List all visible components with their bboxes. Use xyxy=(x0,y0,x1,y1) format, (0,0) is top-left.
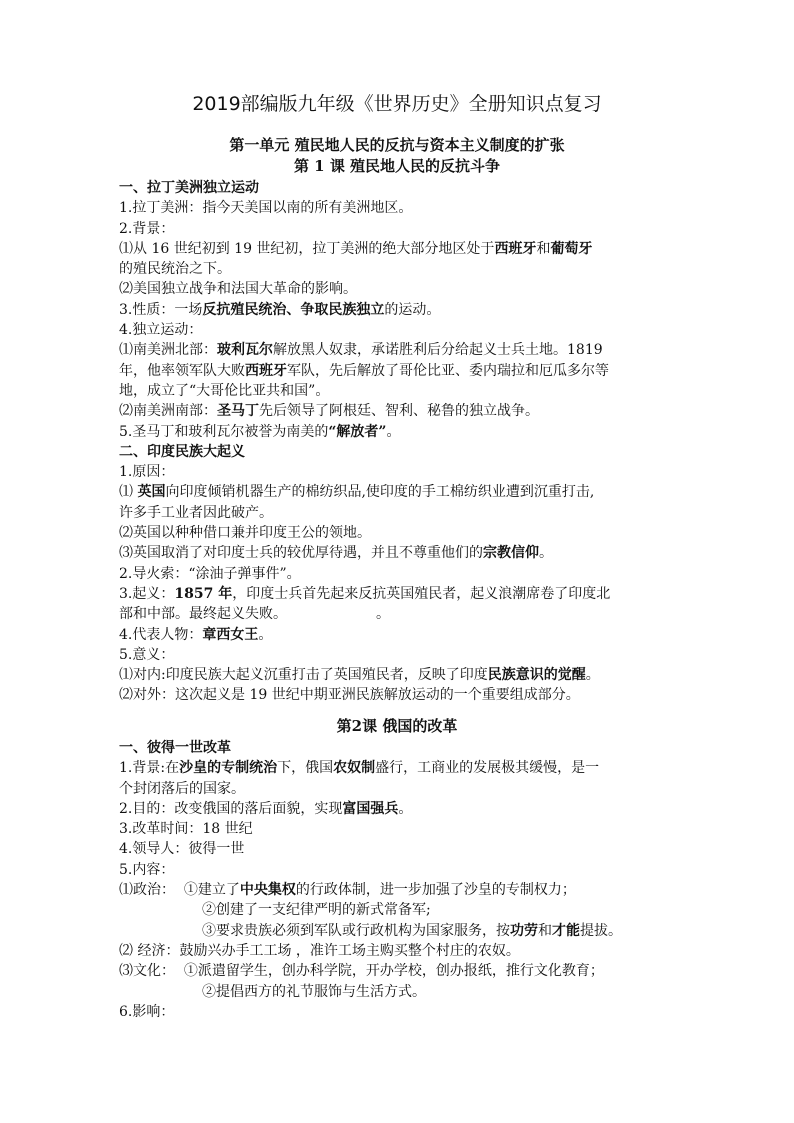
key-term: 宗教信仰 xyxy=(483,545,539,562)
text-line: 1.背景:在沙皇的专制统治下，俄国农奴制盛行，工商业的发展极其缓慢，是一 xyxy=(119,760,600,777)
key-term: 富国强兵 xyxy=(342,800,399,817)
text-line: ⑴对内:印度民族大起义沉重打击了英国殖民者，反映了印度民族意识的觉醒。 xyxy=(119,667,600,684)
key-term: 功劳 xyxy=(510,922,538,939)
text-line: 部和中部。最终起义失败。 。 xyxy=(119,606,391,623)
text-line: ⑵美国独立战争和法国大革命的影响。 xyxy=(119,281,357,298)
key-term: “解放者” xyxy=(328,423,387,440)
lesson-title: 第 1 课 殖民地人民的反抗斗争 xyxy=(293,157,501,175)
key-term: 英国 xyxy=(137,484,166,501)
key-term: 西班牙 xyxy=(494,240,537,257)
text-line: 的殖民统治之下。 xyxy=(119,261,231,278)
key-term: 沙皇的专制统治 xyxy=(179,760,278,777)
text-line: 6.影响： xyxy=(119,1003,175,1020)
text-line: 2.导火索：“涂油子弹事件”。 xyxy=(119,565,301,582)
text-line: ⑶英国取消了对印度士兵的较优厚待遇，并且不尊重他们的宗教信仰。 xyxy=(119,545,553,562)
text-line: ⑴政治： ①建立了中央集权的行政体制，进一步加强了沙皇的专制权力； xyxy=(119,882,576,899)
lesson-1-content xyxy=(119,178,679,706)
text-line: ⑶文化： ①派遣留学生，创办科学院，开办学校，创办报纸，推行文化教育； xyxy=(119,963,604,980)
key-term: 玻利瓦尔 xyxy=(217,342,273,359)
text-line: 3.起义：1857 年，印度士兵首先起来反抗英国殖民者，起义浪潮席卷了印度北 xyxy=(119,585,611,602)
text-line: ⑴ 英国向印度倾销机器生产的棉纺织品,使印度的手工棉纺织业遭到沉重打击, xyxy=(119,484,595,501)
text-line: ⑴从 16 世纪初到 19 世纪初，拉丁美洲的绝大部分地区处于西班牙和葡萄牙 xyxy=(119,240,593,257)
text-line: 5.圣马丁和玻利瓦尔被誉为南美的“解放者”。 xyxy=(119,423,401,440)
text-line: 2.目的：改变俄国的落后面貌，实现富国强兵。 xyxy=(119,800,413,817)
text-line: 4.领导人：彼得一世 xyxy=(119,841,245,858)
lesson-2-content xyxy=(119,738,679,1022)
text-line: 4.独立运动： xyxy=(119,322,203,339)
text-line: 3.改革时间：18 世纪 xyxy=(119,821,253,838)
text-line: ⑵英国以种种借口兼并印度王公的领地。 xyxy=(119,525,371,542)
key-term: 1857 年 xyxy=(174,585,233,602)
text-line: 5.意义： xyxy=(119,646,175,663)
section-heading: 二、印度民族大起义 xyxy=(119,443,245,460)
unit-title: 第一单元 殖民地人民的反抗与资本主义制度的扩张 xyxy=(229,136,565,154)
text-line: 2.背景： xyxy=(119,220,175,237)
section-heading: 一、拉丁美洲独立运动 xyxy=(119,180,259,196)
text-line: ⑵对外：这次起义是 19 世纪中期亚洲民族解放运动的一个重要组成部分。 xyxy=(119,687,580,704)
key-term: 农奴制 xyxy=(333,760,376,777)
text-line: 个封闭落后的国家。 xyxy=(119,780,245,797)
text-line: ⑵南美洲南部：圣马丁先后领导了阿根廷、智利、秘鲁的独立战争。 xyxy=(119,403,539,420)
text-line: 1.原因： xyxy=(119,464,175,481)
text-line: 年，他率领军队大败西班牙军队，先后解放了哥伦比亚、委内瑞拉和厄瓜多尔等 xyxy=(119,362,609,379)
document-title: 2019部编版九年级《世界历史》全册知识点复习 xyxy=(192,93,602,115)
section-heading: 一、彼得一世改革 xyxy=(119,740,231,756)
text-line: 地，成立了“大哥伦比亚共和国”。 xyxy=(119,382,330,399)
key-term: 民族意识的觉醒 xyxy=(487,667,586,684)
key-term: 圣马丁 xyxy=(217,403,259,420)
key-term: 章西女王 xyxy=(202,626,259,643)
text-line: ⑴南美洲北部：玻利瓦尔解放黑人奴隶，承诺胜利后分给起义士兵土地。1819 xyxy=(119,342,603,359)
text-line: ⑵ 经济：鼓励兴办手工工场 ，准许工场主购买整个村庄的农奴。 xyxy=(119,942,520,959)
text-line: 3.性质：一场反抗殖民统治、争取民族独立的运动。 xyxy=(119,301,441,318)
key-term: 中央集权 xyxy=(239,882,296,899)
key-term: 才能 xyxy=(552,922,580,939)
text-line: ③要求贵族必须到军队或行政机构为国家服务，按功劳和才能提拔。 xyxy=(202,922,622,939)
key-term: 葡萄牙 xyxy=(550,240,593,257)
key-term: 反抗殖民统治、争取民族独立 xyxy=(202,301,385,318)
key-term: 西班牙 xyxy=(245,362,287,379)
text-line: 许多手工业者因此破产。 xyxy=(119,504,273,521)
text-line: 1.拉丁美洲：指今天美国以南的所有美洲地区。 xyxy=(119,200,413,217)
text-line: ②提倡西方的礼节服饰与生活方式。 xyxy=(202,983,426,1000)
text-line: 5.内容： xyxy=(119,861,175,878)
text-line: ②创建了一支纪律严明的新式常备军; xyxy=(202,902,431,919)
lesson-title: 第2课 俄国的改革 xyxy=(336,717,458,735)
text-line: 4.代表人物：章西女王。 xyxy=(119,626,273,643)
